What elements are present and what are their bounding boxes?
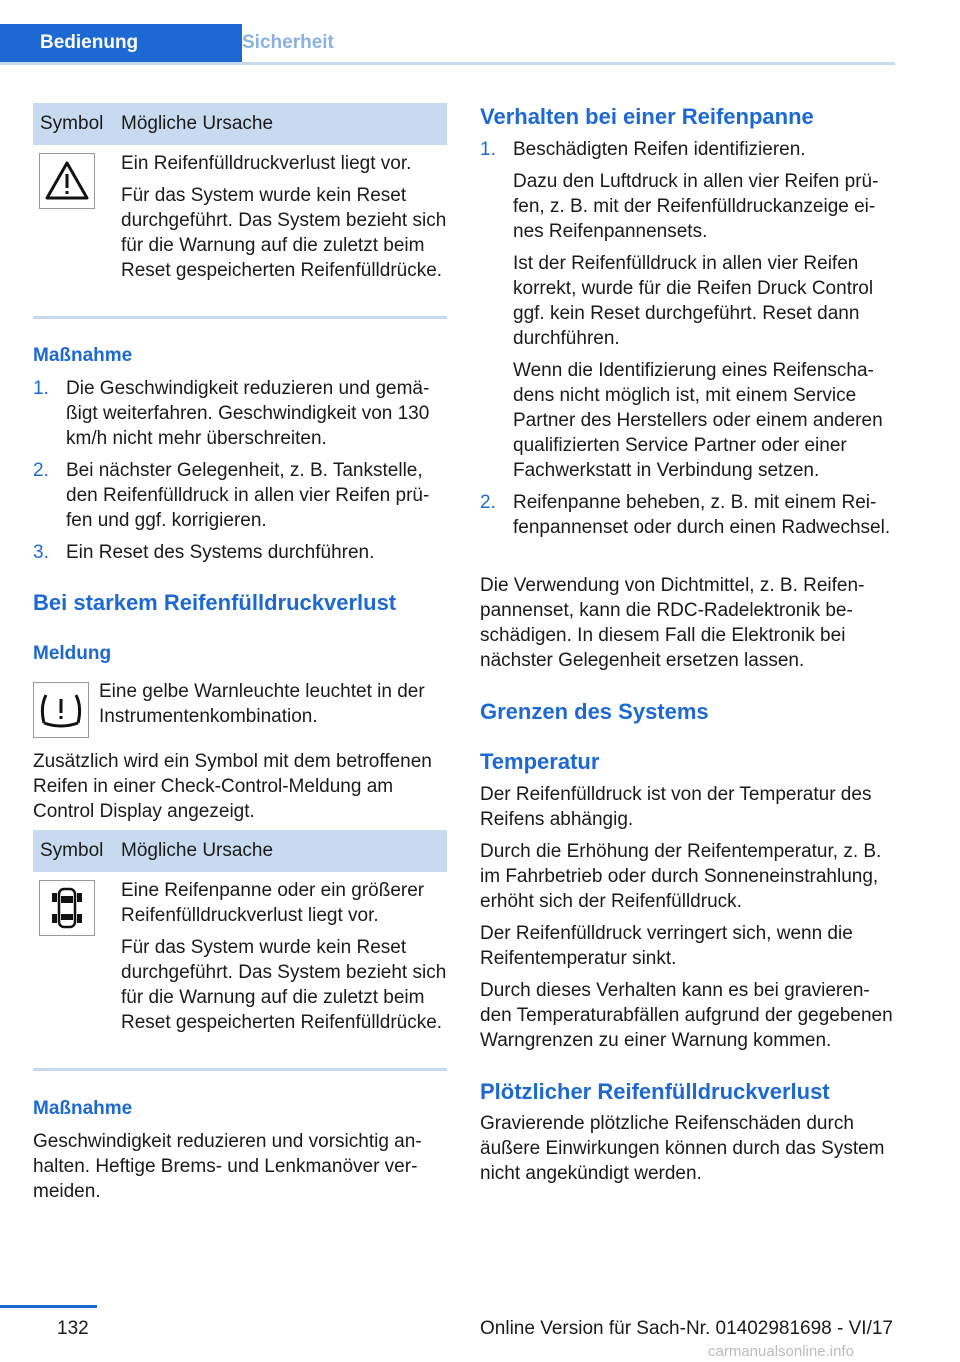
massnahme2-text: Geschwindigkeit reduzieren und vorsichtig anhalten. Heftige Brems- und Lenkmanöver vermeiden. bbox=[33, 1131, 422, 1202]
panne-item-1-sub-3: Wenn die Identifizierung eines Reifenschadens nicht möglich ist, mit einem Service Partner des Herstellers oder einem anderen qualifizierten Service Partner oder einer Fachwerkstatt in Verbindung setzen. bbox=[513, 360, 883, 481]
ploetzlich-text: Gravierende plötzliche Reifenschäden durch äußere Einwirkungen können durch das System nicht angekündigt werden. bbox=[480, 1113, 885, 1184]
ploetzlich-title: Plötzlicher Reifenfülldruckverlust bbox=[480, 1079, 830, 1104]
footer-rule bbox=[0, 1305, 97, 1308]
panne-num-2: 2. bbox=[480, 492, 496, 513]
temperatur-p1: Der Reifenfülldruck ist von der Temperatur des Reifens abhängig. bbox=[480, 784, 872, 830]
table2-header bbox=[33, 830, 447, 872]
tire-pressure-warning-icon bbox=[33, 682, 89, 738]
panne-item-2: Reifenpanne beheben, z. B. mit einem Reifenpannenset oder durch einen Radwechsel. bbox=[513, 492, 891, 538]
table1-line-2: Für das System wurde kein Reset durchgeführt. Das System bezieht sich für die Warnung auf die zuletzt beim Reset gespeicherten Reifenfülldrücke. bbox=[121, 185, 447, 281]
tab-sicherheit[interactable]: Sicherheit bbox=[242, 32, 334, 53]
panne-item-1 bbox=[513, 137, 895, 483]
temperatur-p3: Der Reifenfülldruck verringert sich, wenn die Reifentemperatur sinkt. bbox=[480, 923, 853, 969]
table2-col-symbol: Symbol bbox=[40, 840, 104, 861]
left-para-zusaetzlich: Zusätzlich wird ein Symbol mit dem betroffenen Reifen in einer Check-Control-Meldung am Control Display angezeigt. bbox=[33, 751, 432, 822]
massnahme2-title: Maßnahme bbox=[33, 1098, 133, 1119]
watermark: carmanualsonline.info bbox=[708, 1343, 854, 1360]
section-tabs bbox=[0, 24, 895, 65]
massnahme1-item-2: Bei nächster Gelegenheit, z. B. Tankstelle, den Reifenfülldruck in allen vier Reifen prüfen und ggf. korrigieren. bbox=[66, 460, 430, 531]
table1-cause-cell bbox=[121, 151, 447, 283]
panne-item-1-sub-1: Dazu den Luftdruck in allen vier Reifen prüfen, z. B. mit der Reifenfülldruckanzeige eines Reifenpannensets. bbox=[513, 171, 879, 242]
page-number: 132 bbox=[57, 1318, 89, 1339]
table1-line-1: Ein Reifenfülldruckverlust liegt vor. bbox=[121, 153, 412, 174]
massnahme1-num-1: 1. bbox=[33, 378, 49, 399]
table1-col-symbol: Symbol bbox=[40, 113, 104, 134]
table2-col-cause: Mögliche Ursache bbox=[121, 840, 274, 861]
massnahme1-num-3: 3. bbox=[33, 542, 49, 563]
tab-bedienung[interactable]: Bedienung bbox=[0, 24, 242, 62]
massnahme1-item-1: Die Geschwindigkeit reduzieren und gemäßigt weiterfahren. Geschwindigkeit von 130 km/h nicht mehr überschreiten. bbox=[66, 378, 430, 449]
warning-triangle-icon bbox=[39, 153, 95, 209]
table1-header bbox=[33, 103, 447, 145]
massnahme1-item-3: Ein Reset des Systems durchführen. bbox=[66, 542, 375, 563]
table2-line-2: Für das System wurde kein Reset durchgeführt. Das System bezieht sich für die Warnung auf die zuletzt beim Reset gespeicherten Reifenfülldrücke. bbox=[121, 937, 447, 1033]
car-tire-icon bbox=[39, 880, 95, 936]
section-title-starkem: Bei starkem Reifenfülldruckverlust bbox=[33, 590, 397, 615]
temperatur-p2: Durch die Erhöhung der Reifentemperatur, z. B. im Fahrbetrieb oder durch Sonneneinstrahlung, erhöht sich der Reifenfülldruck. bbox=[480, 841, 882, 912]
temperatur-title: Temperatur bbox=[480, 749, 600, 774]
temperatur-p4: Durch dieses Verhalten kann es bei gravierenden Temperaturabfällen aufgrund der gegebenen Warngrenzen zu einer Warnung kommen. bbox=[480, 980, 893, 1051]
meldung-title: Meldung bbox=[33, 643, 112, 664]
massnahme1-num-2: 2. bbox=[33, 460, 49, 481]
table2-bottom-rule bbox=[33, 1068, 447, 1071]
panne-item-1-sub-2: Ist der Reifenfülldruck in allen vier Reifen korrekt, wurde für die Reifen Druck Control ggf. kein Reset durchgeführt. Reset dann durchführen. bbox=[513, 253, 874, 349]
panne-num-1: 1. bbox=[480, 139, 496, 160]
grenzen-title: Grenzen des Systems bbox=[480, 699, 709, 724]
panne-title: Verhalten bei einer Reifenpanne bbox=[480, 104, 814, 129]
table1-bottom-rule bbox=[33, 316, 447, 319]
temperatur-body bbox=[480, 782, 895, 1053]
table1-col-cause: Mögliche Ursache bbox=[121, 113, 274, 134]
table2-cause-cell bbox=[121, 878, 447, 1035]
meldung-text: Eine gelbe Warnleuchte leuchtet in der Instrumentenkombination. bbox=[99, 681, 425, 727]
right-para-dichtmittel: Die Verwendung von Dichtmittel, z. B. Reifenpannenset, kann die RDC-Radelektronik beschädigen. In diesem Fall die Elektronik bei nächster Gelegenheit ersetzen lassen. bbox=[480, 575, 865, 671]
footer-online-version: Online Version für Sach-Nr. 01402981698 - VI/17 bbox=[480, 1318, 893, 1339]
massnahme1-title: Maßnahme bbox=[33, 345, 133, 366]
table2-line-1: Eine Reifenpanne oder ein größerer Reifenfülldruckverlust liegt vor. bbox=[121, 880, 425, 926]
panne-item-1-text: Beschädigten Reifen identifizieren. bbox=[513, 139, 806, 160]
